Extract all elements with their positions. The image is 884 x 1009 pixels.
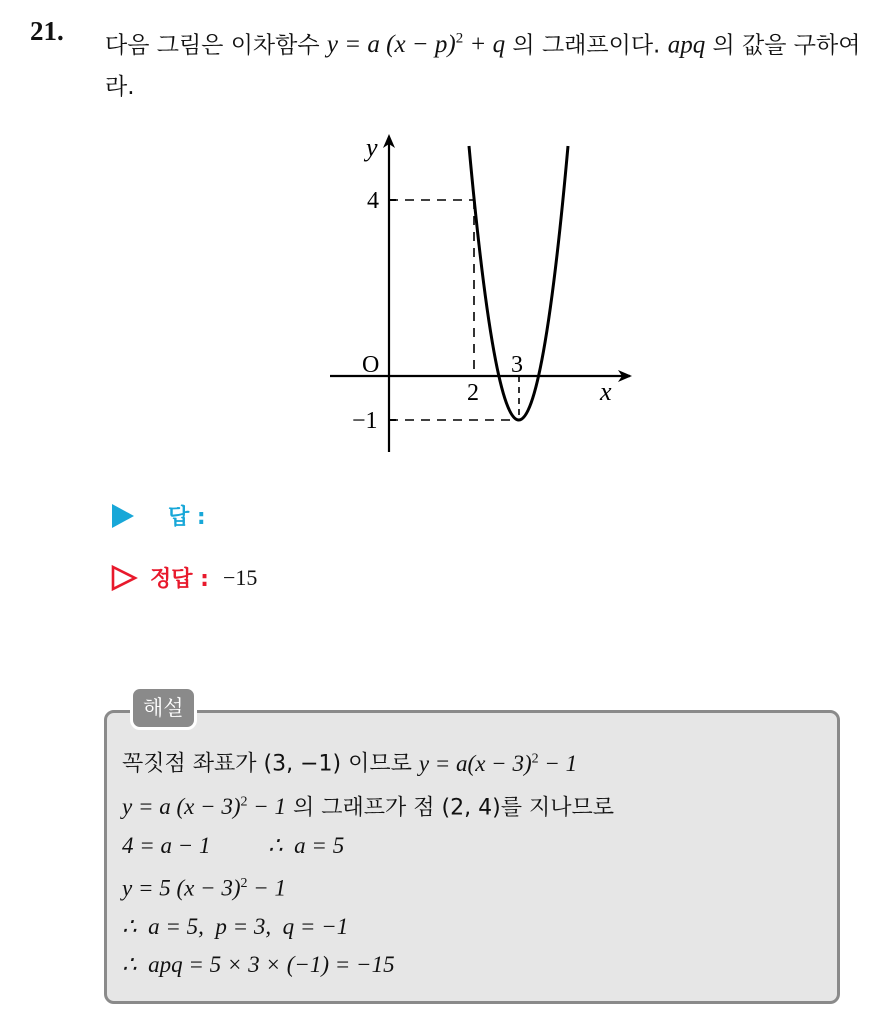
solution-line-2: y = a $(x - 3)^2 - 1$ 의 그래프가 점 (2, 4)를 지나므로 (122, 794, 614, 821)
solution-tag: 해설 (130, 686, 197, 730)
solution-lines (122, 740, 614, 984)
correct-answer-row (110, 562, 257, 593)
x-axis-label: x (600, 377, 612, 406)
solution-line-3: 4 = a − 1 ∴ a = 5 (122, 833, 345, 859)
parabola-graph (320, 120, 640, 460)
tick-label-3: 3 (511, 352, 523, 378)
solution-line-6: ∴ apq = 5 × 3 × (−1) = −15 (122, 951, 395, 977)
tick-label-4: 4 (367, 188, 379, 214)
solution-line-4: y = 5 $(x - 3)^2 - 1$ (122, 875, 287, 901)
problem-text (105, 18, 875, 108)
solution-line-1: 꼭짓점 좌표가 (3, −1) 이므로 $y = a(x - 3)^2 - 1$ (122, 750, 578, 777)
problem-equation: y = a $(x - p)^2 + q$ (326, 31, 506, 59)
solution-line-5: ∴ a = 5, p = 3, q = −1 (122, 913, 349, 939)
origin-label: O (362, 352, 380, 378)
correct-answer-value: −15 (222, 564, 258, 590)
problem-number: 21. (30, 16, 64, 46)
correct-arrow-icon (110, 564, 138, 592)
tick-label-minus1: −1 (352, 408, 378, 434)
answer-row (110, 500, 206, 531)
tick-label-2: 2 (467, 380, 479, 406)
answer-label: 답 : (168, 505, 206, 530)
problem-text-middle: 의 그래프이다. (505, 32, 668, 59)
y-axis-label: y (366, 133, 378, 162)
problem-apq: apq (667, 31, 706, 59)
answer-arrow-icon (110, 502, 136, 530)
problem-text-before: 다음 그림은 이차함수 (105, 32, 327, 59)
problem-text-after: 의 값을 구하여라. (105, 32, 861, 101)
correct-answer-label: 정답 : (150, 567, 209, 592)
